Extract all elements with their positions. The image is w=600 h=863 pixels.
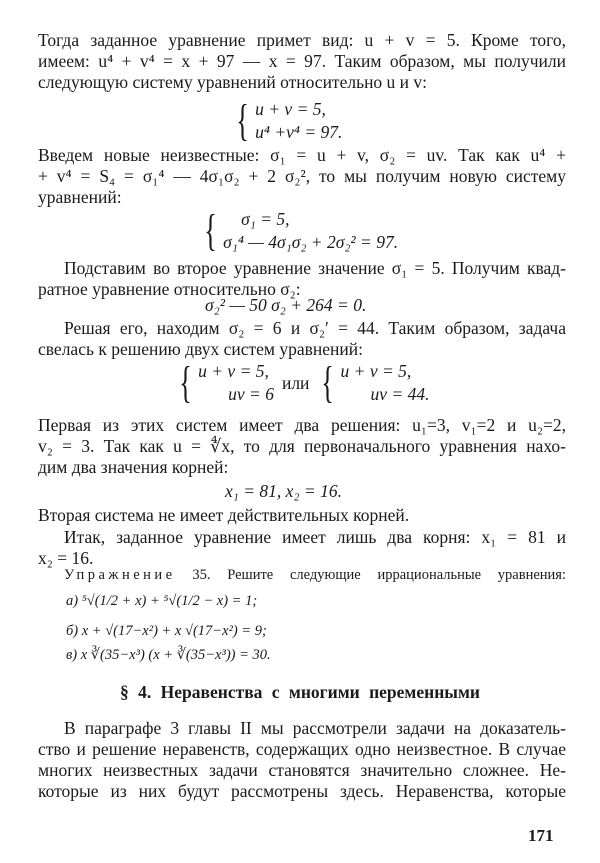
equation: u⁴ +v⁴ = 97.	[255, 122, 343, 142]
brace: {	[236, 96, 249, 145]
equation: u + v = 5,	[340, 361, 412, 381]
text-line: которые из них будут рассмотрены здесь. Неравенства, которые	[38, 781, 566, 801]
text-line: ратное уравнение относительно σ₂:	[38, 279, 301, 299]
exercise-item: б) x + √(17−x²) + x √(17−x²) = 9;	[66, 623, 267, 639]
brace: {	[321, 358, 335, 407]
text-line: свелась к решению двух систем уравнений:	[38, 339, 363, 359]
equation: u + v = 5,	[198, 361, 269, 381]
exercise-item: а) ⁵√(1/2 + x) + ⁵√(1/2 − x) = 1;	[66, 593, 258, 609]
brace: {	[179, 358, 192, 407]
page-number: 171	[528, 826, 554, 845]
equation: σ₁ = 5,	[241, 209, 290, 229]
text-line: Тогда заданное уравнение примет вид: u + v = 5. Кроме того,	[38, 30, 566, 50]
or-label: или	[281, 372, 310, 393]
text-line: Вторая система не имеет действительных корней.	[38, 505, 410, 525]
exercise-title: 35. Решите следующие иррациональные уравнения:	[192, 567, 566, 583]
equation-system	[175, 360, 430, 406]
text-line: Подставим во второе уравнение значение σ₁ = 5. Получим квад-	[64, 258, 566, 278]
equation: u + v = 5,	[255, 99, 326, 119]
text-line: В параграфе 3 главы II мы рассмотрели задачи на доказатель-	[64, 718, 566, 738]
brace: {	[204, 206, 217, 255]
equation: σ₂² — 50 σ₂ + 264 = 0.	[205, 295, 367, 315]
text-line: многих неизвестных задачи становятся значительно сложнее. Не-	[38, 760, 566, 780]
exercise-item: в) x ∛(35−x³) (x + ∛(35−x³)) = 30.	[66, 647, 271, 663]
equation: σ₁⁴ — 4σ₁σ₂ + 2σ₂² = 97.	[223, 232, 399, 252]
equation-system	[200, 208, 398, 254]
section-heading: § 4. Неравенства с многими переменными	[120, 682, 480, 702]
equation: uv = 6	[228, 384, 274, 404]
text-line: имеем: u⁴ + v⁴ = x + 97 — x = 97. Таким образом, мы получили	[38, 51, 566, 71]
text-line: следующую систему уравнений относительно u и v:	[38, 72, 428, 92]
text-line: + v⁴ = S₄ = σ₁⁴ — 4σ₁σ₂ + 2 σ₂², то мы получим новую систему	[38, 166, 566, 186]
equation: x₁ = 81, x₂ = 16.	[225, 481, 342, 501]
text-line: v₂ = 3. Так как u = ∜x, то для первоначального уравнения нахо-	[38, 436, 566, 456]
text-line: Первая из этих систем имеет два решения: u₁=3, v₁=2 и u₂=2,	[38, 415, 566, 435]
text-line: Итак, заданное уравнение имеет лишь два корня: x₁ = 81 и	[64, 527, 566, 547]
text-line: уравнений:	[38, 187, 122, 207]
text-line: x₂ = 16.	[38, 548, 94, 568]
exercise-heading	[64, 566, 566, 584]
equation-system	[232, 98, 342, 144]
text-line: Решая его, находим σ₂ = 6 и σ₂′ = 44. Таким образом, задача	[64, 318, 566, 338]
text-line: ство и решение неравенств, содержащих одно неизвестное. В случае	[38, 739, 566, 759]
exercise-label: Упражнение	[64, 567, 176, 583]
text-line: дим два значения корней:	[38, 457, 229, 477]
equation: uv = 44.	[370, 384, 430, 404]
text-line: Введем новые неизвестные: σ₁ = u + v, σ₂ = uv. Так как u⁴ +	[38, 145, 566, 165]
